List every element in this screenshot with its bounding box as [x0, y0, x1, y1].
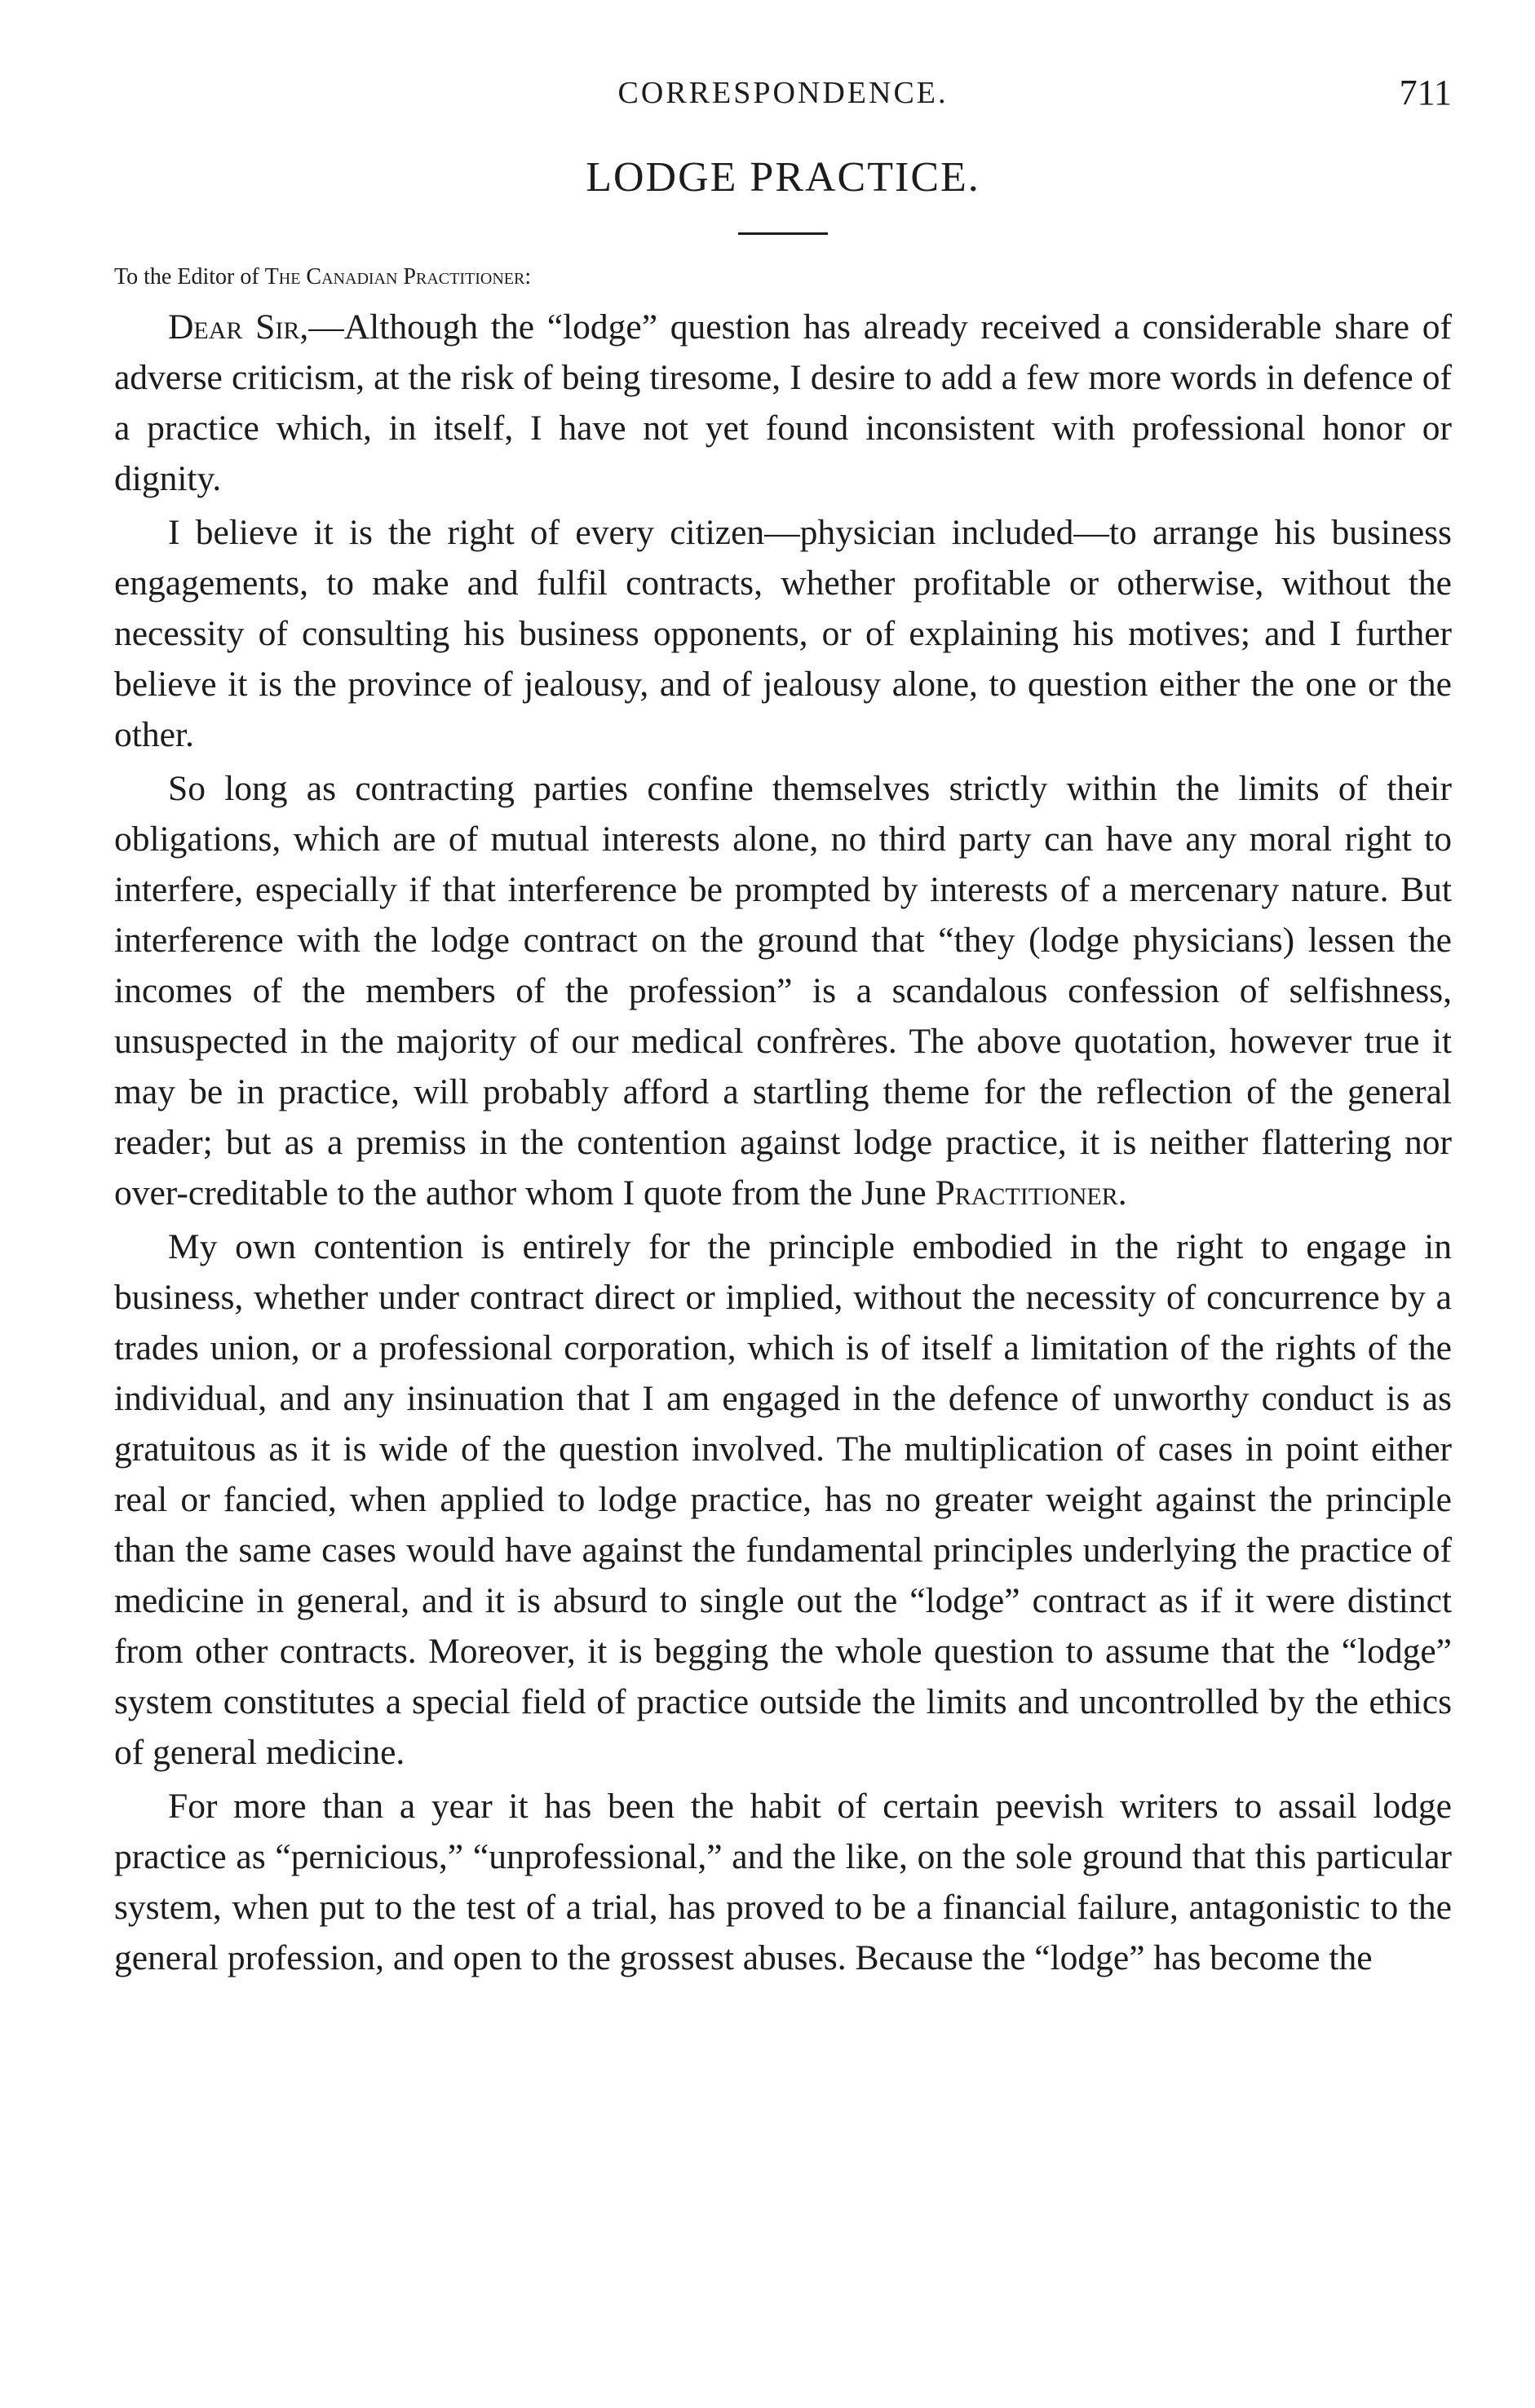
paragraph-1-text: —Although the “lodge” question has already received a considerable share of adverse criticism, at the risk of being tiresome, I desire to add a few more words in defence of a practice which, in itself, I have not yet found inconsistent with professional honor or dignity.: [114, 307, 1453, 498]
paragraph-5: For more than a year it has been the habit of certain peevish writers to assail lodge practice as “pernicious,” “unprofessional,” and the like, on the sole ground that this particular system, when put to the test of a trial, has proved to be a financial failure, antagonistic to the general profession, and open to the grossest abuses. Because the “lodge” has become the: [114, 1787, 1452, 1977]
title-rule: [738, 232, 828, 235]
address-prefix: To the Editor of: [114, 264, 259, 289]
document-page: [114, 72, 1452, 1983]
editor-address: [114, 264, 1452, 290]
journal-name: The Canadian Practitioner: [264, 264, 525, 289]
article-title: LODGE PRACTICE.: [586, 154, 980, 201]
paragraph-3-text: So long as contracting parties confine themselves strictly within the limits of their obligations, which are of mutual interests alone, no third party can have any moral right to interfere, especially if that interference be prompted by interests of a mercenary nature. But interference with the lodge contract on the ground that “they (lodge physicians) lessen the incomes of the members of the profession” is a scandalous confession of selfishness, unsuspected in the majority of our medical confrères. The above quotation, however true it may be in practice, will probably afford a startling theme for the reflection of the general reader; but as a premiss in the contention against lodge practice, it is neither flattering nor over-creditable to the author whom I quote from the June: [114, 769, 1452, 1213]
paragraph-2: I believe it is the right of every citizen—physician included—to arrange his business engagements, to make and fulfil contracts, whether profitable or otherwise, without the necessity of consulting his business opponents, or of explaining his motives; and I further believe it is the province of jealousy, and of jealousy alone, to question either the one or the other.: [114, 513, 1452, 754]
paragraph-4: My own contention is entirely for the principle embodied in the right to engage in business, whether under contract direct or implied, without the necessity of concurrence by a trades union, or a professional corporation, which is of itself a limitation of the rights of the individual, and any insinuation that I am engaged in the defence of unworthy conduct is as gratuitous as it is wide of the question involved. The multiplication of cases in point either real or fancied, when applied to lodge practice, has no greater weight against the principle than the same cases would have against the fundamental principles underlying the practice of medicine in general, and it is absurd to single out the “lodge” contract as if it were distinct from other contracts. Moreover, it is begging the whole question to assume that the “lodge” system constitutes a special field of practice outside the limits and uncontrolled by the ethics of general medicine.: [114, 1227, 1452, 1772]
paragraph-3: [114, 763, 1452, 1218]
page-number: 711: [1399, 73, 1452, 113]
running-head: [114, 72, 1452, 121]
paragraph-1: [114, 302, 1452, 504]
salutation: Dear Sir,: [168, 307, 309, 347]
journal-citation: Practitioner.: [935, 1173, 1127, 1213]
address-suffix: :: [524, 264, 532, 289]
running-title: CORRESPONDENCE.: [617, 76, 949, 110]
